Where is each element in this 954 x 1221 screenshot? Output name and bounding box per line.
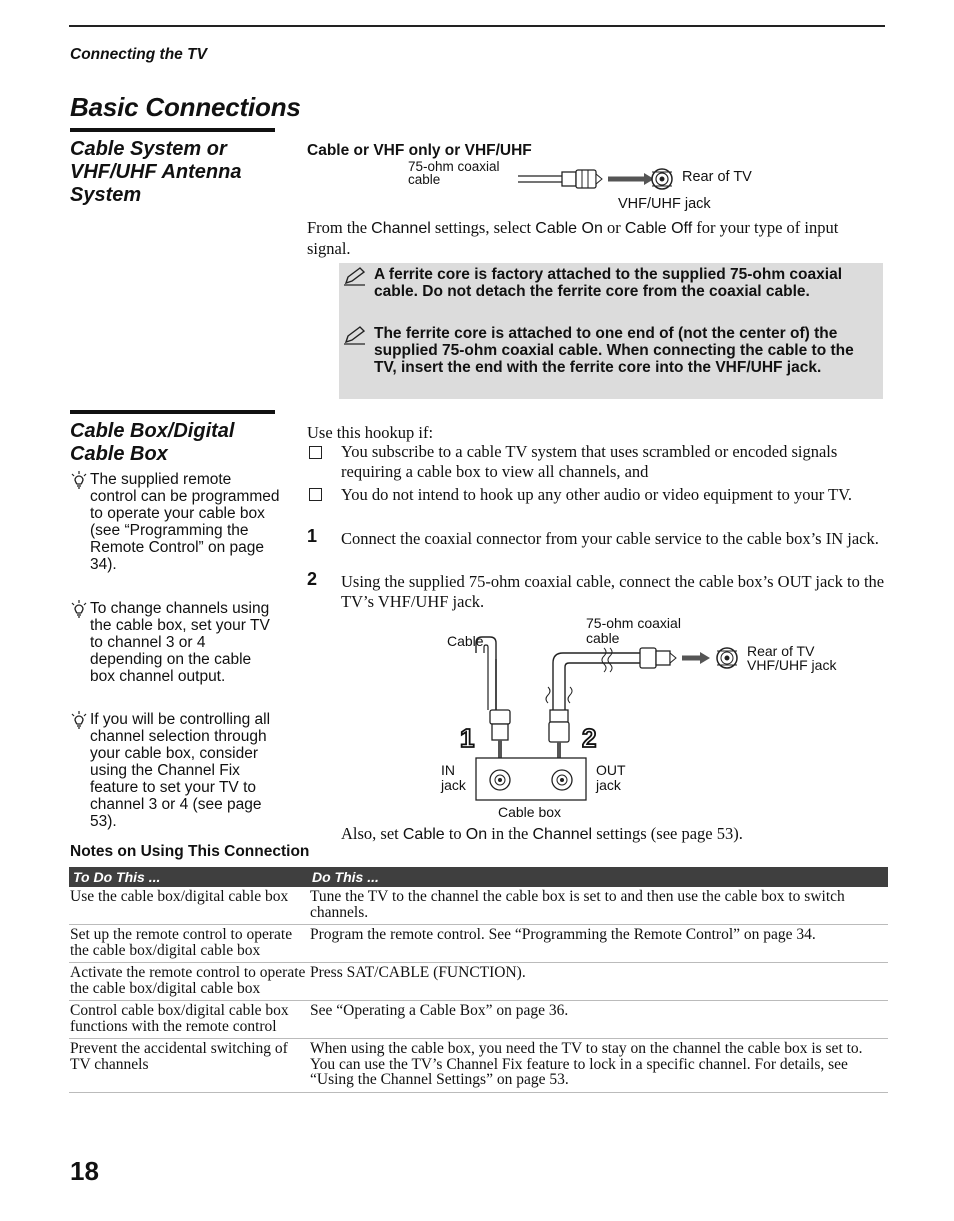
note-ferrite-attached: A ferrite core is factory attached to the supplied 75-ohm coaxial cable. Do not detach the ferrite core from the coaxial cable. (374, 266, 842, 300)
page-title: Basic Connections (70, 92, 301, 122)
running-header: Connecting the TV (70, 46, 207, 63)
in-jack-label: IN jack (441, 762, 466, 793)
table-cell: Press SAT/CABLE (FUNCTION). (308, 963, 888, 1001)
tip-lightbulb-icon (70, 470, 88, 490)
table-cell: Tune the TV to the channel the cable box is set to and then use the cable box to switch channels. (308, 887, 888, 925)
tip-lightbulb-icon (70, 599, 88, 619)
table-cell: Program the remote control. See “Programming the Remote Control” on page 34. (308, 925, 888, 963)
step-number: 1 (307, 526, 318, 546)
section-title-antenna: Cable System or VHF/UHF Antenna System (70, 138, 242, 206)
table-row (69, 1039, 888, 1093)
step-callout-2: 2 (582, 723, 597, 753)
rear-of-tv-label: Rear of TV (682, 169, 752, 185)
diagram-heading: Cable or VHF only or VHF/UHF (307, 142, 532, 159)
section-rule (70, 410, 275, 414)
tip-programming-remote: The supplied remote control can be programmed to operate your cable box (see “Programming the Remote Control” on page 34). (90, 471, 280, 573)
tip-channel-fix: If you will be controlling all channel selection through your cable box, consider using the Channel Fix feature to set your TV to channel 3 or 4 (see page 53). (90, 711, 271, 830)
antenna-instructions: From the Channel settings, select Cable On or Cable Off for your type of input signal. (307, 218, 839, 258)
table-row (69, 925, 888, 963)
out-jack-label: OUT jack (596, 762, 626, 793)
table-cell: Activate the remote control to operate the cable box/digital cable box (69, 963, 308, 1001)
step-number: 2 (307, 569, 318, 589)
also-set-instruction: Also, set Cable to On in the Channel settings (see page 53). (341, 824, 743, 843)
rear-tv-label: Rear of TV VHF/UHF jack (747, 643, 837, 673)
notes-heading: Notes on Using This Connection (70, 843, 310, 860)
table-cell: Prevent the accidental switching of TV channels (69, 1039, 308, 1093)
step-callout-1: 1 (460, 723, 475, 753)
table-row (69, 887, 888, 925)
cable-box-label: Cable box (498, 804, 562, 820)
table-cell: Use the cable box/digital cable box (69, 887, 308, 925)
coax-connection-diagram (510, 164, 682, 194)
table-cell: Control cable box/digital cable box functions with the remote control (69, 1001, 308, 1039)
section-rule (70, 128, 275, 132)
step-text: Using the supplied 75-ohm coaxial cable, connect the cable box’s OUT jack to the TV’s VHF/UHF jack. (341, 572, 885, 611)
table-row (69, 963, 888, 1001)
step-text: Connect the coaxial connector from your cable service to the cable box’s IN jack. (341, 529, 879, 548)
header-rule (69, 25, 885, 27)
cable-label: Cable (447, 633, 484, 649)
tip-lightbulb-icon (70, 710, 88, 730)
note-pencil-icon (343, 266, 367, 286)
checkbox-icon (309, 488, 322, 501)
table-header-row (69, 867, 888, 887)
table-cell: Set up the remote control to operate the cable box/digital cable box (69, 925, 308, 963)
tip-change-channels: To change channels using the cable box, set your TV to channel 3 or 4 depending on the cable box channel output. (90, 600, 270, 685)
condition-subscribe: You subscribe to a cable TV system that uses scrambled or encoded signals requiring a cable box to view all channels, and (341, 442, 838, 481)
section-title-cable-box: Cable Box/Digital Cable Box (70, 420, 235, 465)
coax-label: 75-ohm coaxial cable (586, 615, 681, 646)
notes-table (69, 867, 888, 1093)
note-pencil-icon (343, 325, 367, 345)
cable-label: 75-ohm coaxial cable (408, 159, 500, 187)
table-cell: See “Operating a Cable Box” on page 36. (308, 1001, 888, 1039)
hookup-intro: Use this hookup if: (307, 423, 434, 442)
page-number: 18 (70, 1156, 99, 1186)
column-header: To Do This ... (69, 867, 308, 887)
table-row (69, 1001, 888, 1039)
note-ferrite-position: The ferrite core is attached to one end of (not the center of) the supplied 75-ohm coaxial cable. When connecting the cable to the TV, insert the end with the ferrite core into the VHF/UHF jack. (374, 325, 854, 376)
condition-no-other-equipment: You do not intend to hook up any other audio or video equipment to your TV. (341, 485, 853, 504)
checkbox-icon (309, 446, 322, 459)
column-header: Do This ... (308, 867, 888, 887)
vhf-jack-label: VHF/UHF jack (618, 196, 711, 212)
table-cell: When using the cable box, you need the TV to stay on the channel the cable box is set to. You can use the TV’s Channel Fix feature to lock in a specific channel. For details, see “Using the Channel Settings” on page 53. (308, 1039, 888, 1093)
